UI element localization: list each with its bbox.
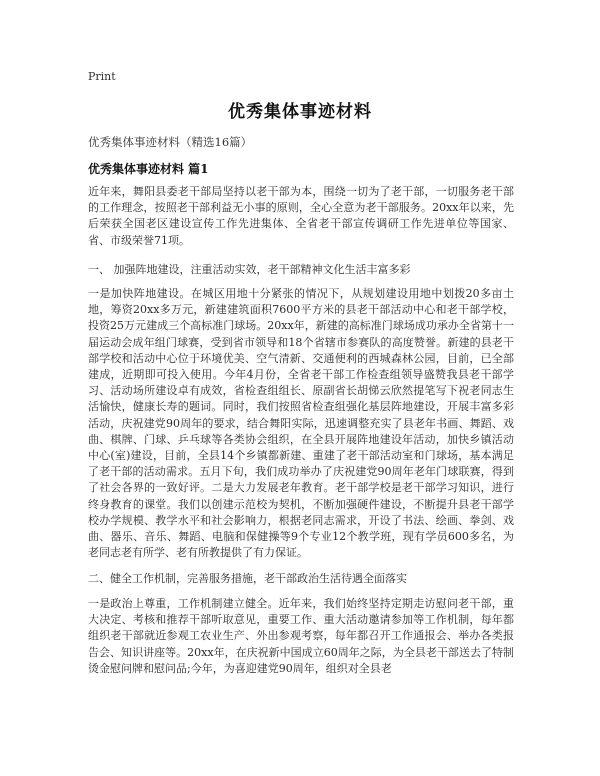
section-heading-1: 一、 加强阵地建设，注重活动实效，老干部精神文化生活丰富多彩 bbox=[88, 263, 411, 276]
document-subtitle: 优秀集体事迹材料（精选16篇） bbox=[88, 135, 253, 149]
paragraph-section-2: 一是政治上尊重，工作机制建立健全。近年来，我们始终坚持定期走访慰问老干部，重大决定、考核和推荐干部听取意见，重要工作、重大活动邀请参加等工作机制，每年都组织老干部就近参观工农业生产、外出参观考察，每年都召开工作通报会、举办各类报告会、知识讲座等。20xx年，在庆祝新中国成立60周年之际，为全县老干部送去了特制烫金慰问牌和慰问品;今年，为喜迎建党90周年，组织对全县老 bbox=[88, 597, 514, 675]
page-title: 优秀集体事迹材料 bbox=[228, 102, 372, 122]
article-heading: 优秀集体事迹材料 篇1 bbox=[88, 162, 209, 176]
paragraph-intro: 近年来，舞阳县委老干部局坚持以老干部为本，围绕一切为了老干部，一切服务老干部的工作理念，按照老干部利益无小事的原则，全心全意为老干部服务。20xx年以来，先后荣获全国老区建设宣传工作先进集体、全省老干部宣传调研工作先进单位等国家、省、市级荣誉71项。 bbox=[88, 185, 514, 247]
paragraph-section-1: 一是加快阵地建设。在城区用地十分紧张的情况下，从规划建设用地中划拨20多亩土地，筹资20xx多万元，新建建筑面积7600平方米的县老干部活动中心和老干部学校，投资25万元建成三个高标准门球场。20xx年，新建的高标准门球场成功承办全省第十一届运动会成年组门球赛，受到省市领导和18个省辖市参赛队的高度赞誉。新建的县老干部学校和活动中心位于环境优美、空气清新、交通便利的西城森林公园，目前，已全部建成，近期即可投入使用。今年4月份，全省老干部工作检查组领导盛赞我县老干部学习、活动场所建设卓有成效，省检查组组长、原副省长胡悌云欣然提笔写下祝老同志生活愉快，健康长寿的题词。同时，我们按照省检查组强化基层阵地建设，开展丰富多彩活动，庆祝建党90周年的要求，结合舞阳实际，迅速调整充实了县老年书画、舞蹈、戏曲、棋牌、门球、乒乓球等各类协会组织，在全县开展阵地建设年活动，加快乡镇活动中心(室)建设，目前，全县14个乡镇都新建、重建了老干部活动室和门球场，基本满足了老干部的活动需求。五月下旬，我们成功举办了庆祝建党90周年老年门球联赛，得到了社会各界的一致好评。二是大力发展老年教育。老干部学校是老干部学习知识，进行终身教育的课堂。我们以创建示范校为契机，不断加强硬件建设，不断提升县老干部学校办学规模、教学水平和社会影响力，根据老同志需求，开设了书法、绘画、拳剑、戏曲、器乐、音乐、舞蹈、电脑和保健操等9个专业12个教学班，现有学员600多名，为老同志老有所学、老有所教提供了有力保证。 bbox=[88, 287, 514, 560]
section-heading-2: 二、健全工作机制，完善服务措施，老干部政治生活待遇全面落实 bbox=[88, 572, 407, 585]
print-link[interactable]: Print bbox=[88, 70, 116, 83]
